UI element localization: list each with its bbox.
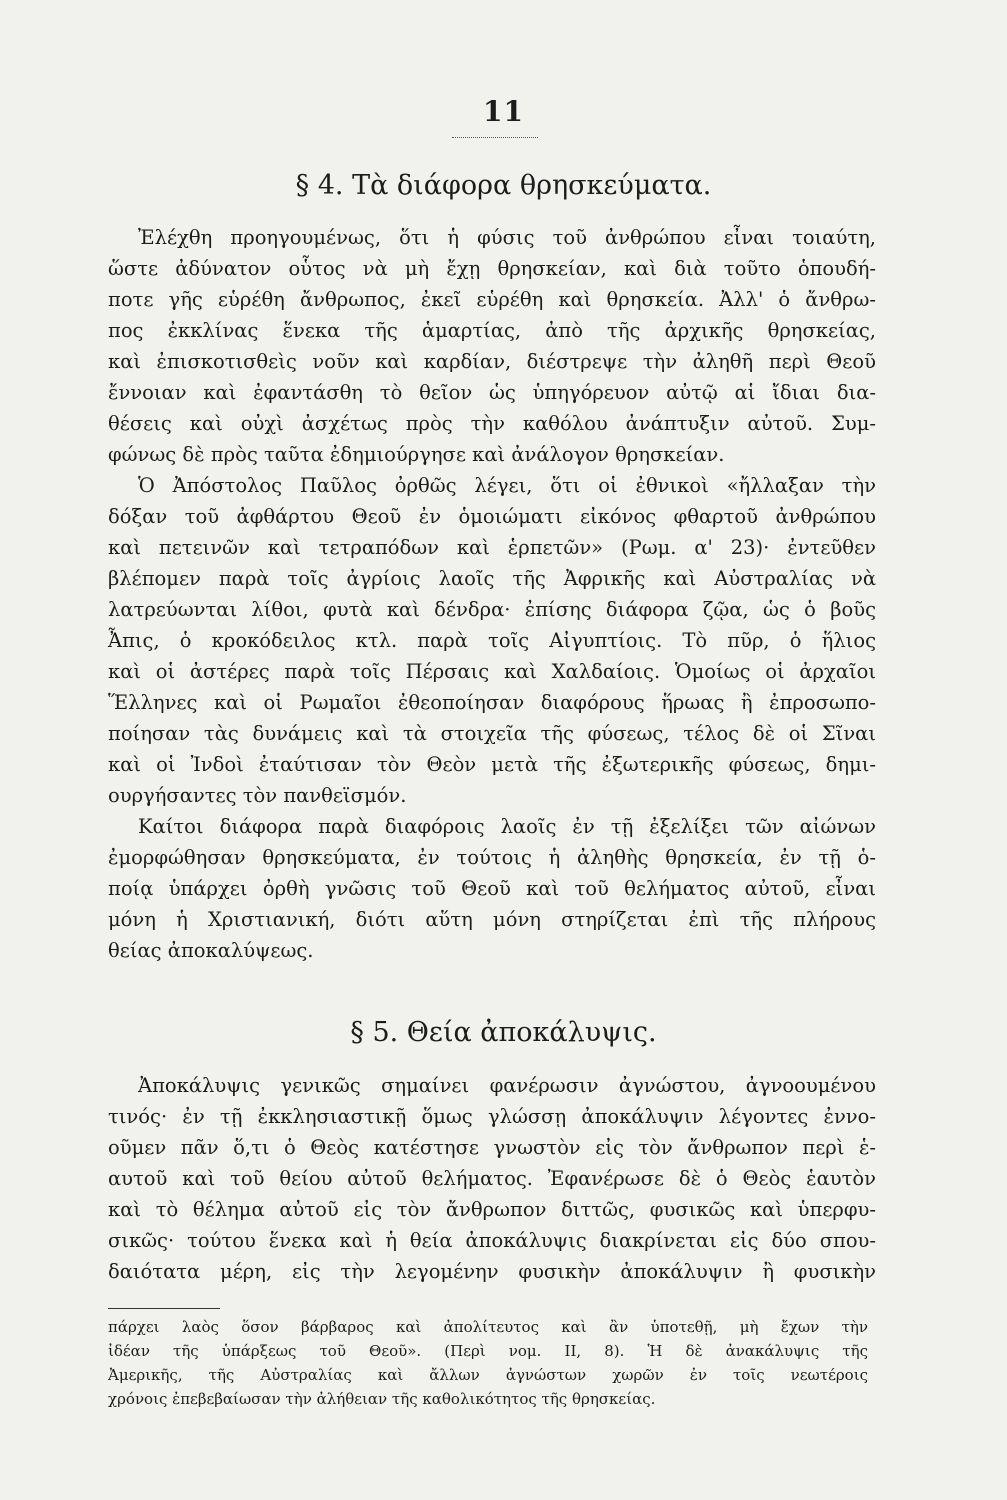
text-line: μόνη ἡ Χριστιανική, διότι αὕτη μόνη στηρίζεται ἐπὶ τῆς πλήρους [108, 908, 876, 931]
text-line: δόξαν τοῦ ἀφθάρτου Θεοῦ ἐν ὁμοιώματι εἰκόνος φθαρτοῦ ἀνθρώπου [108, 505, 876, 528]
section-4-heading: § 4. Τὰ διάφορα θρησκεύματα. [295, 170, 712, 201]
text-line: φώνως δὲ πρὸς ταῦτα ἐδημιούργησε καὶ ἀνάλογον θρησκείαν. [108, 443, 725, 466]
footnote-line: χρόνοις ἐπεβεβαίωσαν τὴν ἀλήθειαν τῆς καθολικότητος τῆς θρησκείας. [108, 1390, 656, 1408]
text-line: ποτε γῆς εὑρέθη ἄνθρωπος, ἐκεῖ εὑρέθη καὶ θρησκεία. Ἀλλ' ὁ ἄνθρω- [108, 288, 876, 311]
text-line: πος ἐκκλίνας ἕνεκα τῆς ἁμαρτίας, ἀπὸ τῆς ἀρχικῆς θρησκείας, [108, 319, 876, 342]
text-line: αυτοῦ καὶ τοῦ θείου αὐτοῦ θελήματος. Ἐφανέρωσε δὲ ὁ Θεὸς ἑαυτὸν [108, 1167, 876, 1190]
text-line: τινός· ἐν τῇ ἐκκλησιαστικῇ ὅμως γλώσσῃ ἀποκάλυψιν λέγοντες ἐννο- [108, 1105, 876, 1128]
text-line: βλέπομεν παρὰ τοῖς ἀγρίοις λαοῖς τῆς Ἀφρικῆς καὶ Αὐστραλίας νὰ [108, 567, 876, 590]
text-line: ποίησαν τὰς δυνάμεις καὶ τὰ στοιχεῖα τῆς φύσεως, τέλος δὲ οἱ Σῖναι [108, 722, 876, 745]
text-line: καὶ ἐπισκοτισθεὶς νοῦν καὶ καρδίαν, διέστρεψε τὴν ἀληθῆ περὶ Θεοῦ [108, 350, 876, 373]
text-line: θέσεις καὶ οὐχὶ ἀσχέτως πρὸς τὴν καθόλου ἀνάπτυξιν αὐτοῦ. Συμ- [108, 412, 876, 435]
text-line: Ἀποκάλυψις γενικῶς σημαίνει φανέρωσιν ἀγνώστου, ἀγνοουμένου [138, 1074, 876, 1097]
text-line: ποίᾳ ὑπάρχει ὀρθὴ γνῶσις τοῦ Θεοῦ καὶ τοῦ θελήματος αὐτοῦ, εἶναι [108, 877, 876, 900]
text-line: δαιότατα μέρη, εἰς τὴν λεγομένην φυσικὴν ἀποκάλυψιν ἢ φυσικὴν [108, 1260, 876, 1283]
text-line: καὶ πετεινῶν καὶ τετραπόδων καὶ ἑρπετῶν» (Ρωμ. α' 23)· ἐντεῦθεν [108, 536, 876, 559]
page-number: 11 [483, 95, 524, 128]
text-line: καὶ τὸ θέλημα αὐτοῦ εἰς τὸν ἄνθρωπον διττῶς, φυσικῶς καὶ ὑπερφυ- [108, 1198, 876, 1221]
text-line: Ἐλέχθη προηγουμένως, ὅτι ἡ φύσις τοῦ ἀνθρώπου εἶναι τοιαύτη, [138, 226, 876, 249]
text-line: Ἆπις, ὁ κροκόδειλος κτλ. παρὰ τοῖς Αἰγυπτίοις. Τὸ πῦρ, ὁ ἥλιος [108, 629, 876, 652]
text-line: ἔννοιαν καὶ ἐφαντάσθη τὸ θεῖον ὡς ὑπηγόρευον αὐτῷ αἱ ἴδιαι δια- [108, 381, 876, 404]
text-line: οῦμεν πᾶν ὅ,τι ὁ Θεὸς κατέστησε γνωστὸν εἰς τὸν ἄνθρωπον περὶ ἑ- [108, 1136, 876, 1159]
text-line: σικῶς· τούτου ἕνεκα καὶ ἡ θεία ἀποκάλυψις διακρίνεται εἰς δύο σπου- [108, 1229, 876, 1252]
text-line: λατρεύωνται λίθοι, φυτὰ καὶ δένδρα· ἐπίσης διάφορα ζῷα, ὡς ὁ βοῦς [108, 598, 876, 621]
text-line: ἐμορφώθησαν θρησκεύματα, ἐν τούτοις ἡ ἀληθὴς θρησκεία, ἐν τῇ ὁ- [108, 846, 876, 869]
text-line: καὶ οἱ ἀστέρες παρὰ τοῖς Πέρσαις καὶ Χαλδαίοις. Ὁμοίως οἱ ἀρχαῖοι [108, 660, 876, 683]
page-number-rule [452, 137, 538, 138]
text-line: ὥστε ἀδύνατον οὗτος νὰ μὴ ἔχῃ θρησκείαν, καὶ διὰ τοῦτο ὁπουδή- [108, 257, 876, 280]
text-line: Ὁ Ἀπόστολος Παῦλος ὀρθῶς λέγει, ὅτι οἱ ἐθνικοὶ «ἤλλαξαν τὴν [138, 474, 876, 497]
footnote-line: πάρχει λαὸς ὅσον βάρβαρος καὶ ἀπολίτευτος καὶ ἂν ὑποτεθῇ, μὴ ἔχων τὴν [108, 1318, 868, 1336]
text-line: καὶ οἱ Ἰνδοὶ ἐταύτισαν τὸν Θεὸν μετὰ τῆς ἐξωτερικῆς φύσεως, δημι- [108, 753, 876, 776]
footnote-line: Ἀμερικῆς, τῆς Αὐστραλίας καὶ ἄλλων ἀγνώστων χωρῶν ἐν τοῖς νεωτέροις [108, 1366, 868, 1384]
text-line: Καίτοι διάφορα παρὰ διαφόροις λαοῖς ἐν τῇ ἐξελίξει τῶν αἰώνων [138, 815, 876, 838]
text-line: ουργήσαντες τὸν πανθεϊσμόν. [108, 784, 407, 807]
text-line: Ἕλληνες καὶ οἱ Ρωμαῖοι ἐθεοποίησαν διαφόρους ἥρωας ἢ ἐπροσωπο- [108, 691, 876, 714]
footnote-line: ἰδέαν τῆς ὑπάρξεως τοῦ Θεοῦ». (Περὶ νομ. II, 8). Ἡ δὲ ἀνακάλυψις τῆς [108, 1342, 868, 1360]
text-line: θείας ἀποκαλύψεως. [108, 939, 314, 962]
section-5-heading: § 5. Θεία ἀποκάλυψις. [350, 1017, 657, 1048]
footnote-divider [108, 1308, 220, 1309]
